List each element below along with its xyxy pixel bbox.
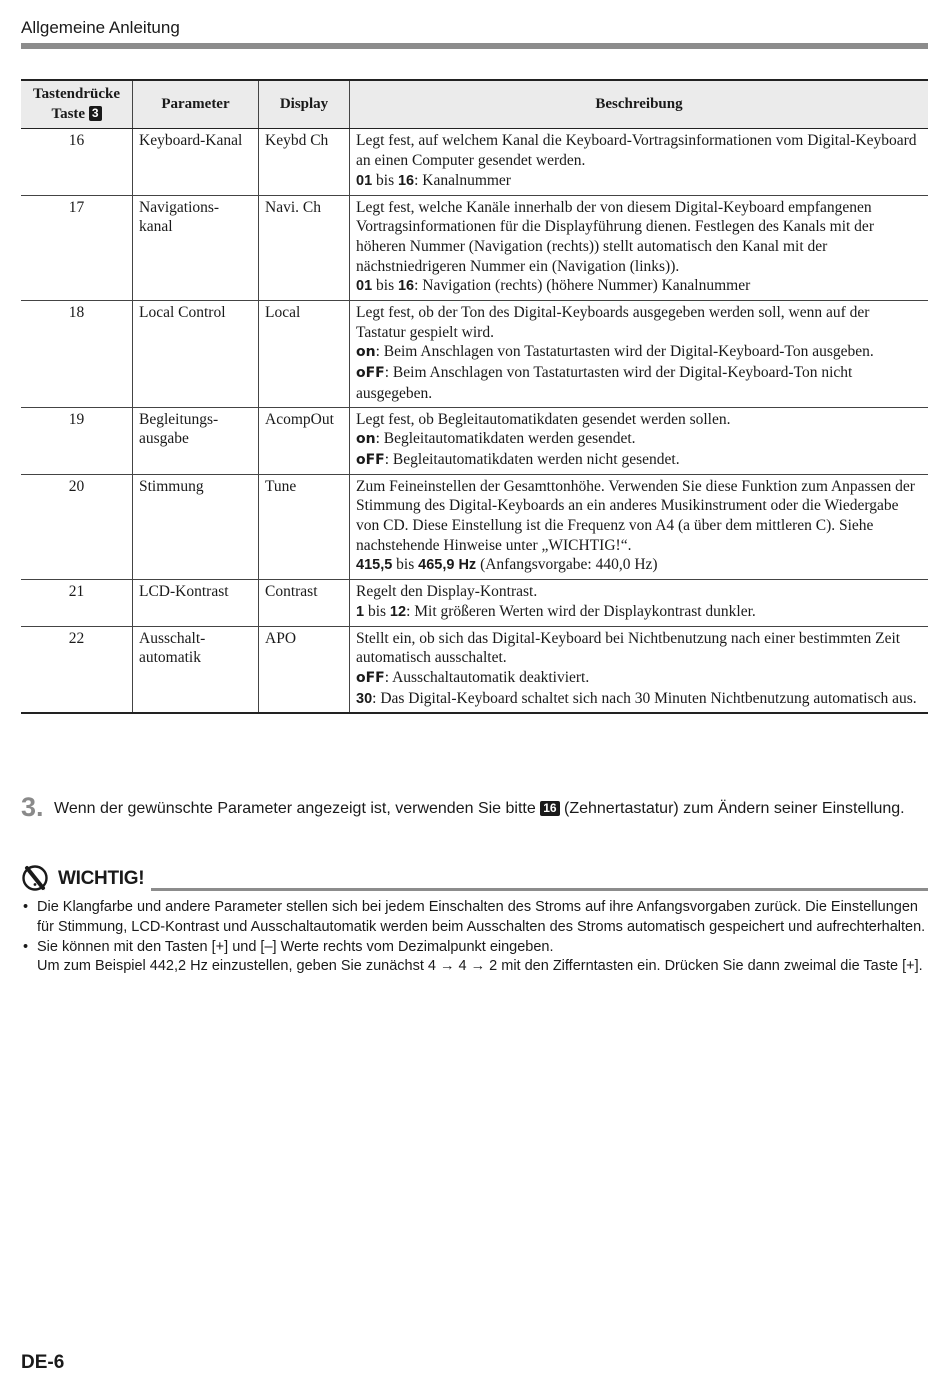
option-off-label: oFF: [356, 451, 385, 468]
note-item: • Die Klangfarbe und andere Parameter stellen sich bei jedem Einschalten des Stroms auf ihre Anfangsvorgaben zurück. Die Einstellungen für Stimmung, LCD-Kontrast und Ausschaltautomatik werden beim Ausschalten des Stroms automatisch gespeichert und aufrechterhalten.: [21, 898, 928, 938]
important-heading: [21, 863, 928, 893]
row-display: Navi. Ch: [259, 195, 350, 301]
key-3-badge: 3: [89, 106, 102, 121]
option-off-line: [356, 450, 922, 471]
row-display: Keybd Ch: [259, 129, 350, 195]
row-description: [350, 407, 929, 474]
range-text: : Navigation (rechts) (höhere Nummer) Kanalnummer: [414, 277, 751, 295]
row-number: 20: [21, 474, 133, 580]
table-row: [21, 474, 928, 580]
description-text: Stellt ein, ob sich das Digital-Keyboard bei Nichtbenutzung nach einer bestimmten Zeit automatisch ausschaltet.: [356, 629, 901, 667]
caution-pencil-icon: [21, 864, 51, 892]
range-line: [356, 276, 922, 297]
row-parameter: Keyboard-Kanal: [133, 129, 259, 195]
table-row: [21, 407, 928, 474]
header-display: Display: [259, 80, 350, 129]
description-text: Zum Feineinstellen der Gesamttonhöhe. Verwenden Sie diese Funktion zum Anpassen der Stimmung des Digital-Keyboards an ein anderes Musikinstrument oder die Wiedergabe von CD. Diese Einstellung ist die Frequenz von A4 (a über dem mittleren C). Siehe nachstehende Hinweise unter „WICHTIG!“.: [356, 477, 915, 554]
option-30-line: [356, 689, 922, 710]
range-sep: bis: [364, 602, 390, 620]
row-parameter: [133, 626, 259, 713]
row-description: [350, 301, 929, 408]
note-line: Um zum Beispiel 442,2 Hz einzustellen, geben Sie zunächst 4 → 4 → 2 mit den Zifferntasten ein. Drücken Sie dann zweimal die Taste [+].: [37, 958, 923, 975]
header-rule: [21, 43, 928, 49]
step-number: 3.: [21, 792, 44, 822]
range-sep: bis: [372, 277, 398, 295]
description-text: Legt fest, ob Begleitautomatikdaten gesendet werden sollen.: [356, 410, 731, 428]
header-key-line1: Tastendrücke: [33, 86, 120, 102]
option-off-line: [356, 668, 922, 689]
row-parameter-text: Begleitungs-ausgabe: [139, 410, 219, 448]
table-row: [21, 301, 928, 408]
step-text-after: (Zehnertastatur) zum Ändern seiner Einstellung.: [559, 800, 905, 817]
page-number: DE-6: [21, 1352, 65, 1373]
row-number: 17: [21, 195, 133, 301]
row-number: 19: [21, 407, 133, 474]
row-number: 21: [21, 580, 133, 626]
range-line: [356, 602, 922, 623]
table-row: [21, 195, 928, 301]
parameter-table: [21, 79, 928, 714]
row-parameter: Stimmung: [133, 474, 259, 580]
row-number: 16: [21, 129, 133, 195]
option-on-line: [356, 342, 922, 363]
row-description: [350, 129, 929, 195]
table-header-row: [21, 80, 928, 129]
range-max: 16: [397, 278, 415, 295]
page-header-title: Allgemeine Anleitung: [21, 18, 180, 37]
range-line: [356, 555, 922, 576]
header-parameter: Parameter: [133, 80, 259, 129]
row-number: 22: [21, 626, 133, 713]
important-rule: [151, 888, 928, 891]
key-16-badge: 16: [540, 801, 559, 816]
row-description: [350, 626, 929, 713]
option-on-text: : Beim Anschlagen von Tastaturtasten wird der Digital-Keyboard-Ton ausgeben.: [375, 343, 874, 361]
row-description: [350, 474, 929, 580]
range-line: [356, 171, 922, 192]
row-parameter: Local Control: [133, 301, 259, 408]
range-min: 01: [356, 278, 373, 295]
row-display: Tune: [259, 474, 350, 580]
header-key-line2-wrap: [25, 105, 128, 125]
option-off-text: : Beim Anschlagen von Tastaturtasten wird der Digital-Keyboard-Ton nicht ausgegeben.: [356, 364, 853, 402]
range-max: 16: [397, 172, 415, 189]
important-notes: [21, 898, 928, 977]
step-3: [21, 792, 921, 822]
row-description: [350, 195, 929, 301]
description-text: Legt fest, auf welchem Kanal die Keyboard-Vortragsinformationen vom Digital-Keyboard an einen Computer gesendet werden.: [356, 132, 917, 170]
row-display: Local: [259, 301, 350, 408]
range-max: 465,9 Hz: [418, 557, 477, 574]
option-off-text: : Ausschaltautomatik deaktiviert.: [384, 668, 590, 686]
range-max: 12: [389, 603, 407, 620]
option-30-label: 30: [356, 690, 373, 707]
option-on-text: : Begleitautomatikdaten werden gesendet.: [375, 430, 636, 448]
note-line: • Sie können mit den Tasten [+] und [–] Werte rechts vom Dezimalpunkt eingeben.: [37, 938, 554, 955]
table-row: [21, 129, 928, 195]
header-key-line2: Taste: [51, 105, 86, 122]
table-row: [21, 626, 928, 713]
range-min: 01: [356, 172, 373, 189]
row-parameter-text: Ausschalt-automatik: [139, 629, 206, 667]
row-parameter: [133, 195, 259, 301]
range-text: (Anfangsvorgabe: 440,0 Hz): [476, 556, 658, 574]
table-row: [21, 580, 928, 626]
row-description: [350, 580, 929, 626]
option-on-label: on: [356, 344, 376, 361]
description-text: Regelt den Display-Kontrast.: [356, 583, 538, 601]
step-text: [54, 797, 921, 821]
step-text-before: Wenn der gewünschte Parameter angezeigt ist, verwenden Sie bitte: [54, 800, 541, 817]
range-min: 1: [356, 603, 365, 620]
option-off-label: oFF: [356, 365, 385, 382]
row-display: Contrast: [259, 580, 350, 626]
option-on-label: on: [356, 431, 376, 448]
row-parameter: [133, 407, 259, 474]
range-sep: bis: [372, 171, 398, 189]
header-description: Beschreibung: [350, 80, 929, 129]
row-number: 18: [21, 301, 133, 408]
description-text: Legt fest, welche Kanäle innerhalb der von diesem Digital-Keyboard empfangenen Vortragsinformationen für die Displayführung dienen. Festlegen des Kanals mit der höheren Nummer (Navigation (rechts)) stellt automatisch den Kanal mit der nächstniedrigeren Nummer ein (Navigation (links)).: [356, 198, 874, 275]
description-text: Legt fest, ob der Ton des Digital-Keyboards ausgegeben werden soll, wenn auf der Tastatur gespielt wird.: [356, 304, 870, 341]
option-off-line: [356, 363, 922, 403]
row-display: AcompOut: [259, 407, 350, 474]
option-30-text: : Das Digital-Keyboard schaltet sich nach 30 Minuten Nichtbenutzung automatisch aus.: [372, 689, 917, 707]
range-sep: bis: [392, 556, 419, 574]
important-title: WICHTIG!: [58, 868, 145, 889]
range-text: : Kanalnummer: [414, 171, 511, 189]
option-off-label: oFF: [356, 669, 385, 686]
range-text: : Mit größeren Werten wird der Displaykontrast dunkler.: [406, 602, 756, 620]
row-parameter-text: Navigations-kanal: [139, 198, 220, 236]
option-off-text: : Begleitautomatikdaten werden nicht gesendet.: [384, 450, 680, 468]
header-key-presses: [21, 80, 133, 129]
range-min: 415,5: [356, 557, 393, 574]
note-item: [21, 938, 928, 978]
row-parameter: LCD-Kontrast: [133, 580, 259, 626]
option-on-line: [356, 429, 922, 450]
row-display: APO: [259, 626, 350, 713]
